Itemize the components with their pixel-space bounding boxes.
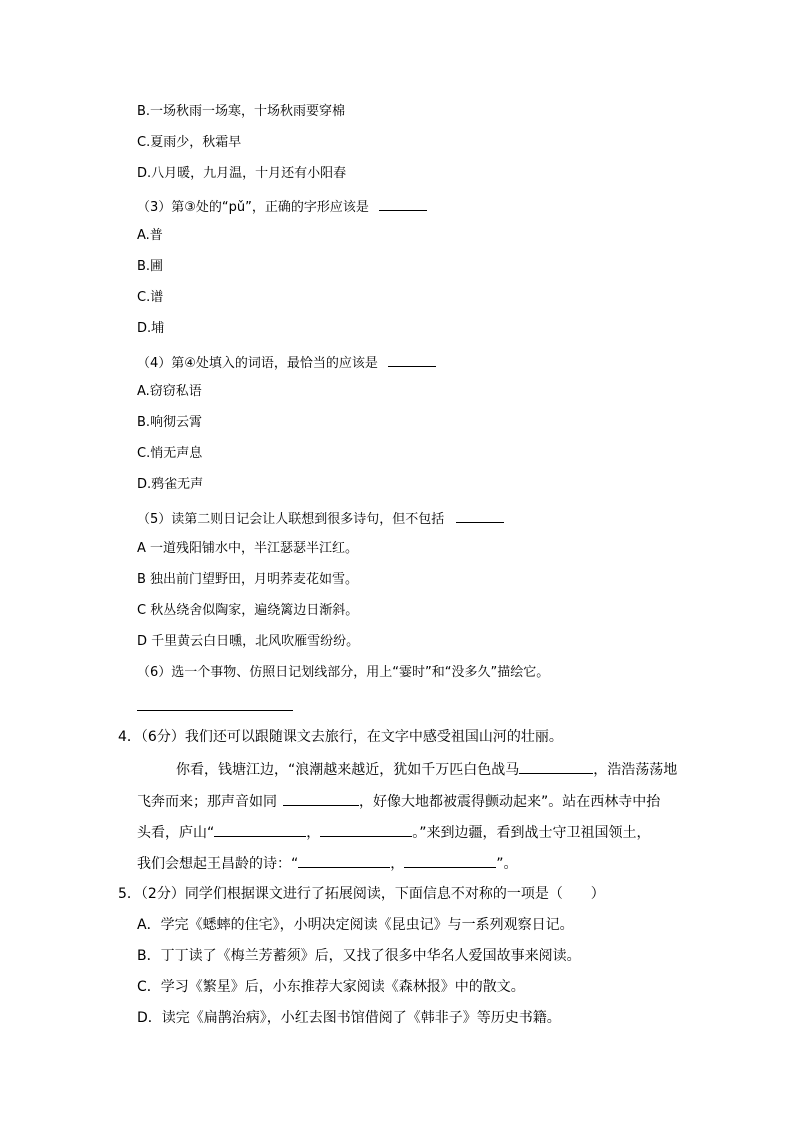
q5-sub-answer-blank: [456, 508, 504, 523]
q4-p4-text-a: 我们会想起王昌龄的诗：“: [137, 856, 299, 872]
q5-option-d: D．读完《扁鹊治病》，小红去图书馆借阅了《韩非子》等历史书籍。: [137, 1010, 561, 1026]
q5-sub-option-d: D 千里黄云白日曛，北风吹雁雪纷纷。: [137, 634, 360, 649]
q4-p1-text-b: ，浩浩荡荡地: [593, 762, 678, 778]
q3-option-c: C.谱: [137, 290, 164, 305]
q4-sub-option-c: C.悄无声息: [137, 446, 203, 461]
q4-p1-text-a: 你看，钱塘江边，“浪潮越来越近，犹如千万匹白色战马: [176, 762, 520, 778]
q4-sub-stem: [137, 352, 436, 373]
q4-sub-option-a: A.窃窃私语: [137, 384, 202, 399]
q6-sub-stem: （6）选一个事物、仿照日记划线部分，用上“霎时”和“没多久”描绘它。: [137, 665, 550, 680]
q3-answer-blank: [379, 196, 427, 211]
q4-sub-answer-blank: [388, 352, 436, 367]
q3-stem-text: （3）第③处的“pǔ”，正确的字形应该是: [137, 200, 369, 215]
q2-option-d: D.八月暖，九月温，十月还有小阳春: [137, 166, 347, 181]
q5-sub-option-c: C 秋丛绕舍似陶家，遍绕篱边日渐斜。: [137, 603, 359, 618]
q4-sub-option-b: B.响彻云霄: [137, 415, 203, 430]
q3-stem: [137, 196, 427, 217]
q4-p2-text-a: 飞奔而来；那声音如同: [137, 794, 277, 810]
q4-paragraph-line-3: [137, 822, 651, 843]
q4-blank-2: [283, 791, 359, 806]
q6-answer-line: [137, 710, 293, 711]
q4-p2-text-b: ，好像大地都被震得颤动起来”。站在西林寺中抬: [359, 794, 661, 810]
q3-option-d: D.埔: [137, 321, 165, 336]
q4-header: 4．（6分）我们还可以跟随课文去旅行，在文字中感受祖国山河的壮丽。: [118, 729, 563, 745]
q4-blank-4: [320, 822, 412, 837]
q5-sub-stem-text: （5）读第二则日记会让人联想到很多诗句，但不包括: [137, 512, 445, 527]
q4-paragraph-line-2: [137, 791, 660, 812]
q4-blank-6: [404, 853, 496, 868]
q5-option-b: B．丁丁读了《梅兰芳蓄须》后，又找了很多中华名人爱国故事来阅读。: [137, 948, 581, 964]
q2-option-c: C.夏雨少，秋霜早: [137, 135, 242, 150]
q4-p4-text-b: ，: [390, 856, 405, 872]
q2-option-b: B.一场秋雨一场寒，十场秋雨要穿棉: [137, 104, 346, 119]
q4-paragraph-line-1: [176, 759, 677, 780]
q4-sub-option-d: D.鸦雀无声: [137, 477, 204, 492]
q4-blank-5: [298, 853, 390, 868]
q4-p3-text-c: 。”来到边疆，看到战士守卫祖国领土，: [412, 825, 651, 841]
q4-blank-3: [214, 822, 306, 837]
q4-p3-text-b: ，: [306, 825, 321, 841]
q4-sub-stem-text: （4）第④处填入的词语，最恰当的应该是: [137, 356, 378, 371]
q4-p4-text-c: ”。: [496, 856, 518, 872]
q5-sub-option-b: B 独出前门望野田，月明荞麦花如雪。: [137, 572, 359, 587]
q3-option-a: A.普: [137, 228, 163, 243]
q5-option-a: A．学完《蟋蟀的住宅》，小明决定阅读《昆虫记》与一系列观察日记。: [137, 917, 574, 933]
q3-option-b: B.圃: [137, 259, 164, 274]
q5-sub-stem: [137, 508, 504, 529]
q4-p3-text-a: 头看，庐山“: [137, 825, 215, 841]
q4-paragraph-line-4: [137, 853, 518, 874]
q5-sub-option-a: A 一道残阳铺水中，半江瑟瑟半江红。: [137, 541, 359, 556]
q4-blank-1: [519, 759, 593, 774]
q5-header: 5．（2分）同学们根据课文进行了拓展阅读，下面信息不对称的一项是（ ）: [118, 886, 605, 902]
q5-option-c: C．学习《繁星》后，小东推荐大家阅读《森林报》中的散文。: [137, 979, 525, 995]
